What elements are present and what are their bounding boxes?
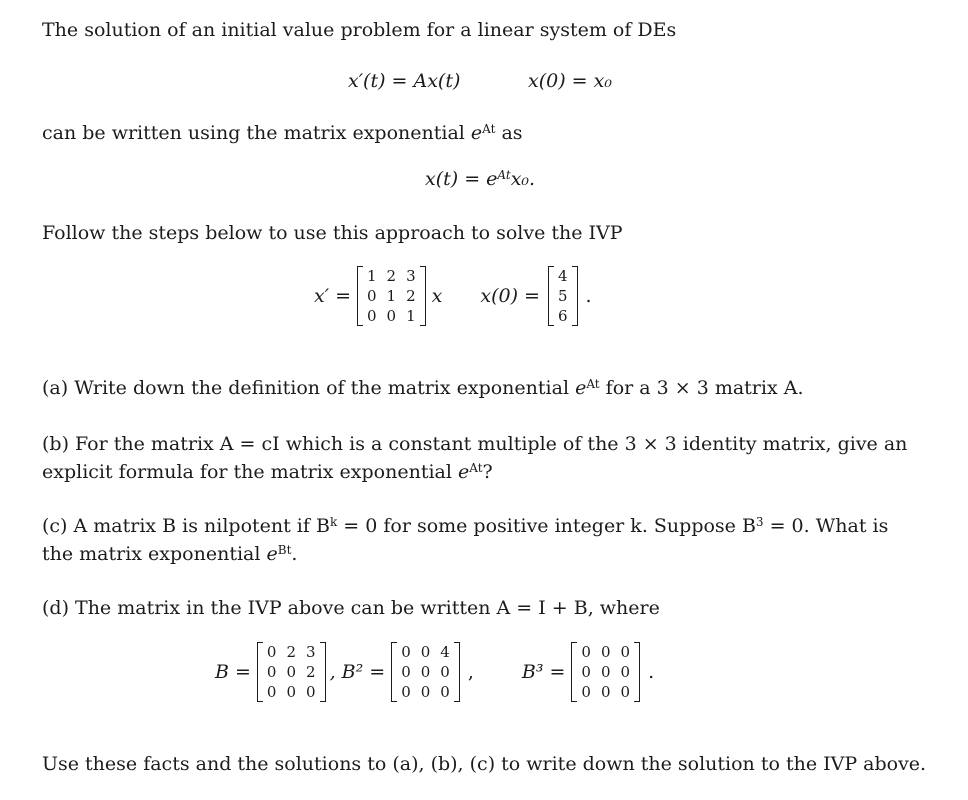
part-a [42, 374, 944, 402]
ivp-matrix-entry: 2 [386, 267, 397, 285]
ivp-matrix-entry: 2 [406, 287, 416, 305]
ivp-matrix-entry: 0 [367, 287, 377, 305]
part-a-text: (a) Write down the definition of the matrix exponential [42, 377, 570, 399]
part-b-tail: ? [482, 461, 493, 483]
b-matrix-table [262, 642, 321, 702]
b-matrix-entry: 0 [266, 683, 277, 701]
b3-matrix-entry: 0 [620, 683, 631, 701]
b2-matrix-entry: 0 [440, 663, 450, 681]
b2-matrix-entry: 0 [420, 683, 431, 701]
ivp-vector-row [553, 286, 573, 306]
b-matrix-entry: 0 [266, 643, 277, 661]
mexp-text: can be written using the matrix exponential [42, 122, 465, 144]
ivp-system [314, 266, 592, 326]
b-matrix-entry: 2 [286, 643, 297, 661]
matrix-exponential-intro [42, 119, 944, 147]
b3-label: B³ = [521, 661, 566, 683]
part-c [42, 512, 944, 568]
part-c-text2: = 0 for some positive integer k. Suppose B [337, 515, 756, 537]
solution-lhs: x(t) = e [425, 168, 498, 190]
ivp-lhs: x′ = [314, 285, 351, 307]
ivp-matrix-entry: 3 [406, 267, 416, 285]
part-b-line2 [42, 458, 944, 486]
ivp-matrix-table [362, 266, 421, 326]
b3-period: . [648, 661, 655, 683]
part-b-line1: (b) For the matrix A = cI which is a constant multiple of the 3 × 3 identity matrix, give an [42, 433, 908, 455]
b3-matrix-entry: 0 [600, 683, 611, 701]
ivp-matrix-entry: 1 [367, 267, 377, 285]
ivp-period: . [585, 285, 592, 307]
b3-matrix-entry: 0 [620, 643, 631, 661]
b2-matrix-entry: 0 [440, 683, 450, 701]
ivp-matrix-entry: 0 [386, 307, 397, 325]
part-a-superscript: At [586, 377, 600, 391]
b3-matrix-row [576, 662, 635, 682]
b-matrix [257, 642, 326, 702]
b-matrices-row [215, 642, 654, 702]
solution-tail: x₀. [510, 168, 536, 190]
ivp-vector-entry: 5 [557, 287, 568, 305]
ivp-matrix-row [362, 266, 421, 286]
b-label: B = [215, 661, 251, 683]
ivp-coefficient-matrix [357, 266, 426, 326]
part-b-superscript: At [469, 461, 483, 475]
b2-matrix-entry: 0 [401, 683, 411, 701]
part-b [42, 430, 944, 486]
mexp-superscript: At [482, 122, 496, 136]
b-matrix-entry: 0 [286, 683, 297, 701]
b3-matrix-entry: 0 [581, 663, 591, 681]
b-matrix-entry: 0 [306, 683, 316, 701]
intro-text: The solution of an initial value problem for a linear system of DEs [42, 19, 677, 41]
b3-matrix-entry: 0 [600, 663, 611, 681]
b2-matrix-row [396, 682, 455, 702]
b-matrix-row [262, 642, 321, 662]
b-matrix-entry: 0 [266, 663, 277, 681]
b-matrix-row [262, 662, 321, 682]
b-matrix-entry: 2 [306, 663, 316, 681]
part-c-line1 [42, 512, 944, 540]
b-matrix-row [262, 682, 321, 702]
b2-matrix-entry: 4 [440, 643, 450, 661]
b3-matrix-table [576, 642, 635, 702]
initial-condition: x(0) = x₀ [528, 70, 612, 92]
mexp-symbol: e [470, 122, 483, 144]
part-b-symbol: e [458, 461, 470, 483]
b2-matrix-entry: 0 [401, 643, 411, 661]
ivp-matrix-entry: 1 [406, 307, 416, 325]
follow-steps-text: Follow the steps below to use this approach to solve the IVP [42, 222, 623, 244]
ivp-vector-table [553, 266, 573, 326]
ivp-matrix-row [362, 286, 421, 306]
b2-matrix-row [396, 662, 455, 682]
part-c-text3: = 0. What is [763, 515, 889, 537]
b2-matrix-entry: 0 [420, 643, 431, 661]
part-c-line2 [42, 540, 944, 568]
b2-matrix-entry: 0 [401, 663, 411, 681]
ivp-vector-entry: 4 [557, 267, 568, 285]
mexp-tail: as [501, 122, 523, 144]
b3-matrix-row [576, 642, 635, 662]
part-b-text2: explicit formula for the matrix exponential [42, 461, 452, 483]
part-c-sup-k: k [329, 515, 338, 529]
b2-matrix-table [396, 642, 455, 702]
part-a-tail: for a 3 × 3 matrix A. [605, 377, 804, 399]
ivp-vector-entry: 6 [557, 307, 568, 325]
ivp-initial-vector [548, 266, 578, 326]
ivp-vector-row [553, 306, 573, 326]
b3-matrix-entry: 0 [620, 663, 631, 681]
b3-matrix-entry: 0 [581, 683, 591, 701]
ode-equation: x′(t) = Ax(t) [348, 70, 461, 92]
b2-matrix [391, 642, 460, 702]
part-a-symbol: e [575, 377, 587, 399]
solution-superscript: At [497, 168, 511, 182]
ivp-matrix-row [362, 306, 421, 326]
part-c-text1: (c) A matrix B is nilpotent if B [42, 515, 330, 537]
b3-matrix-row [576, 682, 635, 702]
final-instruction: Use these facts and the solutions to (a), (b), (c) to write down the solution to the IVP above. [42, 753, 927, 775]
part-c-sup-3: 3 [755, 515, 764, 529]
ivp-vector-x: x [431, 285, 443, 307]
b2-label: , B² = [329, 661, 386, 683]
b-matrix-entry: 3 [306, 643, 316, 661]
solution-formula [425, 168, 535, 190]
ivp-ic-lhs: x(0) = [480, 285, 540, 307]
b2-comma: , [467, 661, 474, 683]
part-c-line2-text: the matrix exponential [42, 543, 261, 565]
ivp-matrix-entry: 1 [386, 287, 397, 305]
part-d: (d) The matrix in the IVP above can be written A = I + B, where [42, 597, 660, 619]
b3-matrix-entry: 0 [600, 643, 611, 661]
part-c-superscript: Bt [277, 543, 292, 557]
b2-matrix-entry: 0 [420, 663, 431, 681]
part-c-tail: . [291, 543, 298, 565]
ivp-vector-row [553, 266, 573, 286]
b-matrix-entry: 0 [286, 663, 297, 681]
ivp-matrix-entry: 0 [367, 307, 377, 325]
b3-matrix [571, 642, 640, 702]
b2-matrix-row [396, 642, 455, 662]
part-c-symbol: e [266, 543, 278, 565]
b3-matrix-entry: 0 [581, 643, 591, 661]
